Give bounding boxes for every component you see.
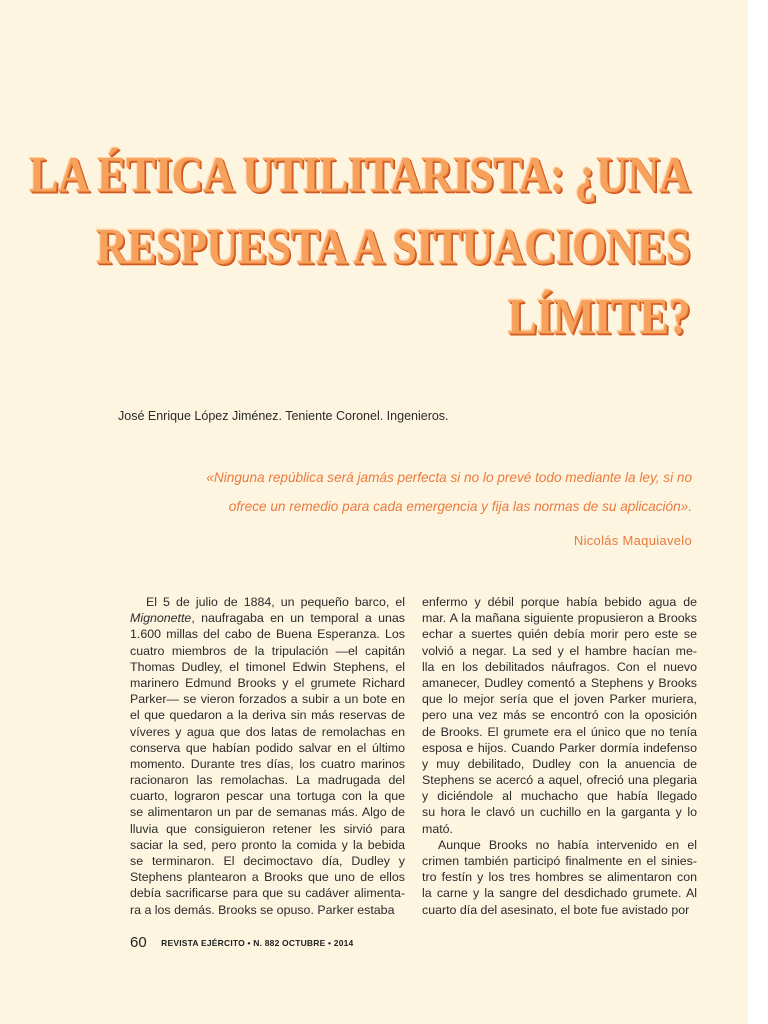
body-column-left (130, 594, 405, 918)
body-text-line: conserva que habían podido salvar en el último (130, 740, 405, 755)
body-text-line: Stephens plantearon a Brooks que uno de ellos (130, 870, 405, 885)
body-text-line: víveres y agua que dos latas de remolachas en (130, 724, 405, 739)
article-title-line-1: LA ÉTICA UTILITARISTA: ¿UNA (29, 146, 690, 203)
body-text-line: momento. Durante tres días, los cuatro marinos (130, 756, 405, 771)
body-text-line: de Brooks. El grumete era el único que no tenía (422, 724, 697, 739)
body-text-line: Mignonette, naufragaba en un temporal a unas (130, 611, 405, 626)
body-text-line: se terminaron. El decimoctavo día, Dudley y (130, 854, 405, 868)
author-name: José Enrique López Jiménez. (118, 409, 282, 423)
article-title-line-3: LÍMITE? (507, 288, 690, 345)
page-margin-strip (748, 0, 768, 1024)
byline (118, 409, 449, 423)
article-title-line-2: RESPUESTA A SITUACIONES (95, 218, 690, 275)
body-text-line: Stephens se acercó a aquel, ofreció una plegaria (422, 773, 697, 788)
author-role: Teniente Coronel. Ingenieros. (285, 409, 449, 423)
epigraph-attribution: Nicolás Maquiavelo (573, 533, 692, 548)
body-text-line: lluvia que consiguieron retener les sirvió para (130, 821, 405, 836)
body-text-line: se alimentaron un par de semanas más. Algo de (130, 805, 405, 820)
epigraph-quote-line-1: «Ninguna república será jamás perfecta si no lo prevé todo mediante la ley, si no (206, 470, 692, 485)
body-text-line: marinero Edmund Brooks y el grumete Richard (130, 675, 405, 690)
body-text-line: y diciéndole al muchacho que había llegado (422, 789, 697, 804)
body-text-line: saciar la sed, pero pronto la comida y la bebida (130, 837, 405, 852)
body-text-line: el que quedaron a la deriva sin más reservas de (130, 708, 405, 723)
page-footer (130, 934, 354, 952)
body-text-line: y muy debilitado, Dudley con la anuencia de (422, 756, 697, 771)
epigraph-quote-line-2: ofrece un remedio para cada emergencia y fija las normas de su aplicación». (228, 499, 692, 514)
body-text-line: crimen también participó finalmente en el sinies- (422, 854, 697, 868)
body-text-line: cuatro miembros de la tripulación —el capitán (130, 643, 405, 658)
body-text-line: cuarto día del asesinato, el bote fue avistado por (422, 902, 690, 917)
body-text-line: El 5 de julio de 1884, un pequeño barco, el (146, 595, 405, 609)
body-text-line: echar a suertes quién debía morir pero este se (422, 627, 697, 642)
body-text-line: esposa e hijos. Cuando Parker dormía indefenso (422, 740, 697, 755)
body-text-line: que lo mejor sería que el joven Parker muriera, (422, 692, 697, 707)
body-column-right (422, 594, 697, 918)
body-text-line: debía sacrificarse para que su cadáver alimenta- (130, 886, 405, 901)
body-text-line: mar. A la mañana siguiente propusieron a Brooks (422, 611, 697, 626)
body-text-line: pero una vez más se encontró con la oposición (422, 708, 697, 723)
body-text-line: la carne y la sangre del desdichado grumete. Al (422, 886, 697, 901)
publication-info: REVISTA EJÉRCITO • N. 882 OCTUBRE • 2014 (161, 937, 354, 948)
body-text-line: amanecer, Dudley comentó a Stephens y Brooks (422, 675, 697, 690)
body-text-line: lla en los debilitados náufragos. Con el nuevo (422, 659, 697, 674)
body-text-line: Thomas Dudley, el timonel Edwin Stephens, el (130, 659, 405, 674)
body-text-line: cuarto, lograron pescar una tortuga con la que (130, 789, 405, 804)
body-text-line: su hora le clavó un cuchillo en la garganta y lo (422, 805, 697, 820)
body-text-line: Aunque Brooks no había intervenido en el (438, 837, 697, 852)
body-text-line: 1.600 millas del cabo de Buena Esperanza. Los (130, 627, 405, 642)
body-text-line: volvió a negar. La sed y el hambre hacían me- (422, 643, 697, 658)
body-text-line: mató. (422, 821, 453, 836)
body-text-line: racionaron las remolachas. La madrugada del (130, 773, 405, 788)
page-number: 60 (130, 934, 147, 952)
body-text-line: ra a los demás. Brooks se opuso. Parker estaba (130, 902, 395, 917)
body-text-line: Parker— se vieron forzados a subir a un bote en (130, 692, 405, 707)
body-text-line: tro festín y los tres hombres se alimentaron con (422, 870, 697, 885)
body-text-line: enfermo y débil porque había bebido agua de (422, 595, 697, 609)
